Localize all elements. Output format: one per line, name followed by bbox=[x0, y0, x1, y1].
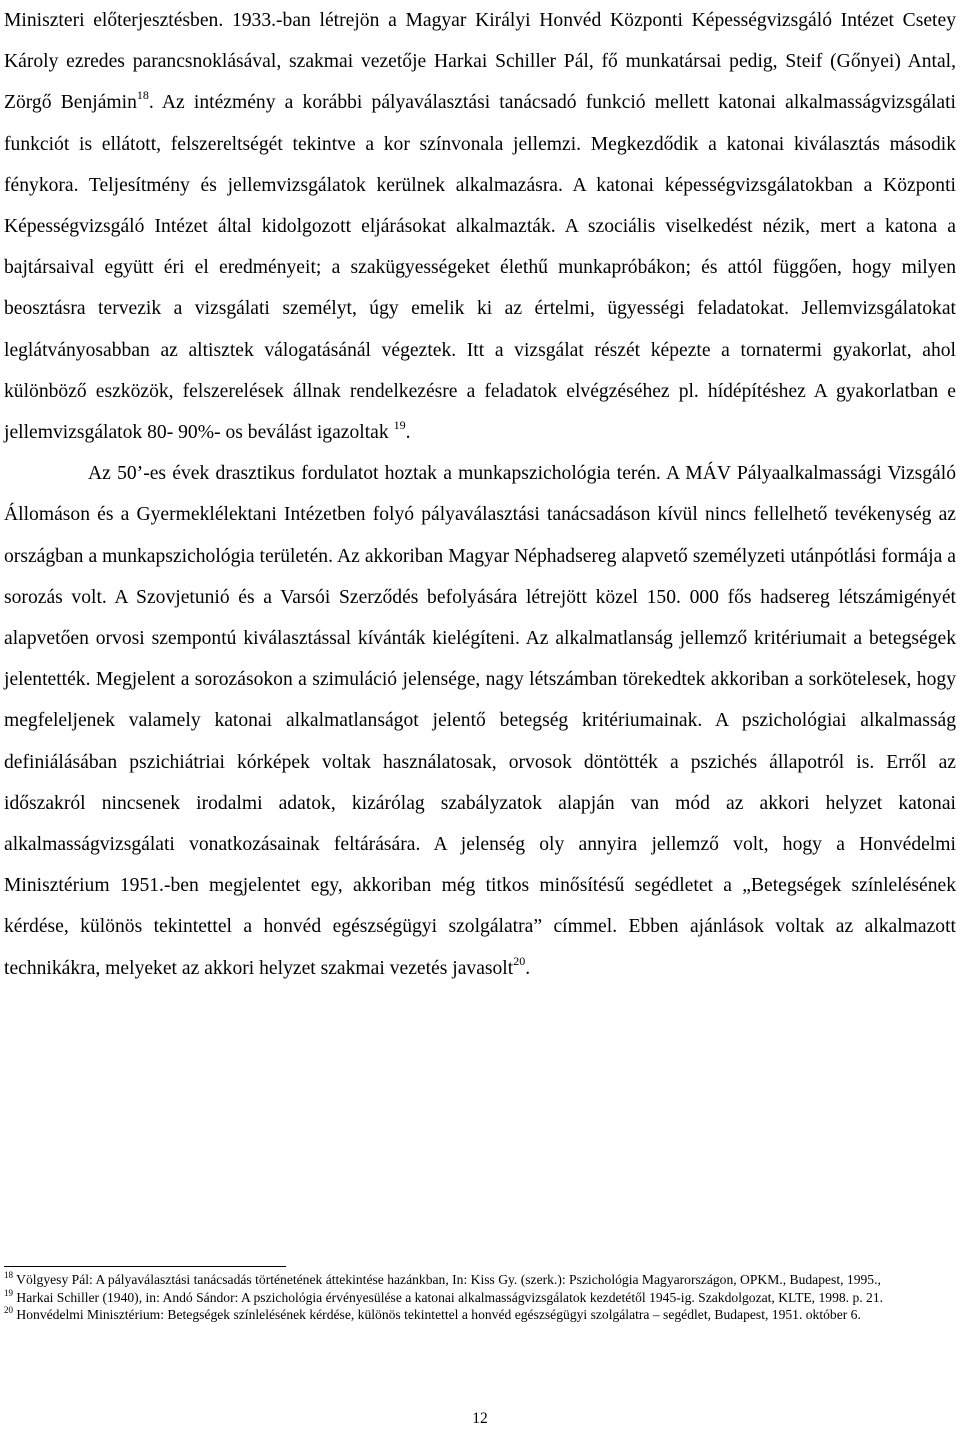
paragraph-1-text-c: . bbox=[405, 422, 411, 444]
footnote-ref-20: 20 bbox=[513, 953, 526, 968]
paragraph-1-text-b: . Az intézmény a korábbi pályaválasztási tanácsadó funkció mellett katonai alkalmasságvizsgálati funkciót is ellátott, felszereltségét tekintve a kor színvonala jellemzi. Megkezdődik a katonai kiválasztás második fénykora. Teljesítmény és jellemvizsgálatok kerülnek alkalmazásra. A katonai képességvizsgálatokban a Központi Képességvizsgáló Intézet által kidolgozott eljárásokat alkalmazták. A szociális viselkedést nézik, mert a katona a bajtársaival együtt éri el eredményeit; a szakügyességeket élethű munkapróbákon; és attól függően, hogy milyen beosztásra tervezik a vizsgálati személyt, úgy emelik ki az értelmi, ügyességi feladatokat. Jellemvizsgálatokat leglátványosabban az altisztek válogatásánál végeztek. Itt a vizsgálat részét képezte a tornatermi gyakorlat, ahol különböző eszközök, felszerelések állnak rendelkezésre a feladatok elvégzéséhez pl. hídépítéshez A gyakorlatban e jellemvizsgálatok 80- 90%- os beválást igazoltak bbox=[4, 92, 956, 444]
paragraph-1-text-a: Miniszteri előterjesztésben. 1933.-ban létrejön a Magyar Királyi Honvéd Központi Képességvizsgáló Intézet Csetey Károly ezredes parancsnoklásával, szakmai vezetője Harkai Schiller Pál, fő munkatársai pedig, Steif (Gőnyei) Antal, Zörgő Benjámin bbox=[4, 10, 956, 114]
footnote-text: Völgyesy Pál: A pályaválasztási tanácsadás történetének áttekintése hazánkban, In: Kiss Gy. (szerk.): Pszichológia Magyarországon, OPKM., Budapest, 1995., bbox=[16, 1272, 881, 1287]
footnote-number: 20 bbox=[4, 1305, 13, 1315]
footnote-separator bbox=[4, 1266, 286, 1267]
footnote-19 bbox=[4, 1289, 956, 1307]
page-number: 12 bbox=[472, 1410, 488, 1427]
paragraph-2-text-a: Az 50’-es évek drasztikus fordulatot hoztak a munkapszichológia terén. A MÁV Pályaalkalmassági Vizsgáló Állomáson és a Gyermeklélektani Intézetben folyó pályaválasztási tanácsadáson kívül nincs fellelhető tevékenység az országban a munkapszichológia területén. Az akkoriban Magyar Néphadsereg alapvető személyzeti utánpótlási formája a sorozás volt. A Szovjetunió és a Varsói Szerződés befolyására létrejött közel 150. 000 fős hadsereg létszámigényét alapvetően orvosi szempontú kiválasztással kívánták kielégíteni. Az alkalmatlanság jellemző kritériumait a betegségek jelentették. Megjelent a sorozásokon a szimuláció jelensége, nagy létszámban törekedtek akkoriban a sorkötelesek, hogy megfeleljenek valamely katonai alkalmatlanságot jelentő betegség kritériumainak. A pszichológiai alkalmasság definiálásában pszichiátriai kórképek voltak használatosak, orvosok döntötték a pszichés állapotról is. Erről az időszakról nincsenek irodalmi adatok, kizárólag szabályzatok alapján van mód az akkori helyzet katonai alkalmasságvizsgálati vonatkozásainak feltárására. A jelenség oly annyira jellemző volt, hogy a Honvédelmi Minisztérium 1951.-ben megjelentet egy, akkoriban még titkos minősítésű segédletet a „Betegségek színlelésének kérdése, különös tekintettel a honvéd egészségügyi szolgálatra” címmel. Ebben ajánlások voltak az alkalmazott technikákra, melyeket az akkori helyzet szakmai vezetés javasolt bbox=[4, 463, 956, 979]
paragraph-2 bbox=[4, 453, 956, 989]
body-text bbox=[4, 0, 956, 989]
footnote-ref-18: 18 bbox=[136, 88, 149, 103]
footnote-18 bbox=[4, 1271, 956, 1289]
footnote-ref-19: 19 bbox=[393, 418, 406, 433]
footnotes bbox=[4, 1271, 956, 1324]
footnote-text: Harkai Schiller (1940), in: Andó Sándor: A pszichológia érvényesülése a katonai alkalmasságvizsgálatok kezdetétől 1945-ig. Szakdolgozat, KLTE, 1998. p. 21. bbox=[16, 1289, 884, 1305]
footnote-number: 19 bbox=[4, 1287, 13, 1298]
footnote-text: Honvédelmi Minisztérium: Betegségek színlelésének kérdése, különös tekintettel a honvéd egészségügyi szolgálatra – segédlet, Budapest, 1951. október 6. bbox=[16, 1307, 861, 1322]
footnote-20 bbox=[4, 1306, 956, 1324]
footnote-number: 18 bbox=[4, 1270, 13, 1280]
paragraph-1 bbox=[4, 0, 956, 453]
paragraph-2-text-b: . bbox=[525, 957, 531, 979]
